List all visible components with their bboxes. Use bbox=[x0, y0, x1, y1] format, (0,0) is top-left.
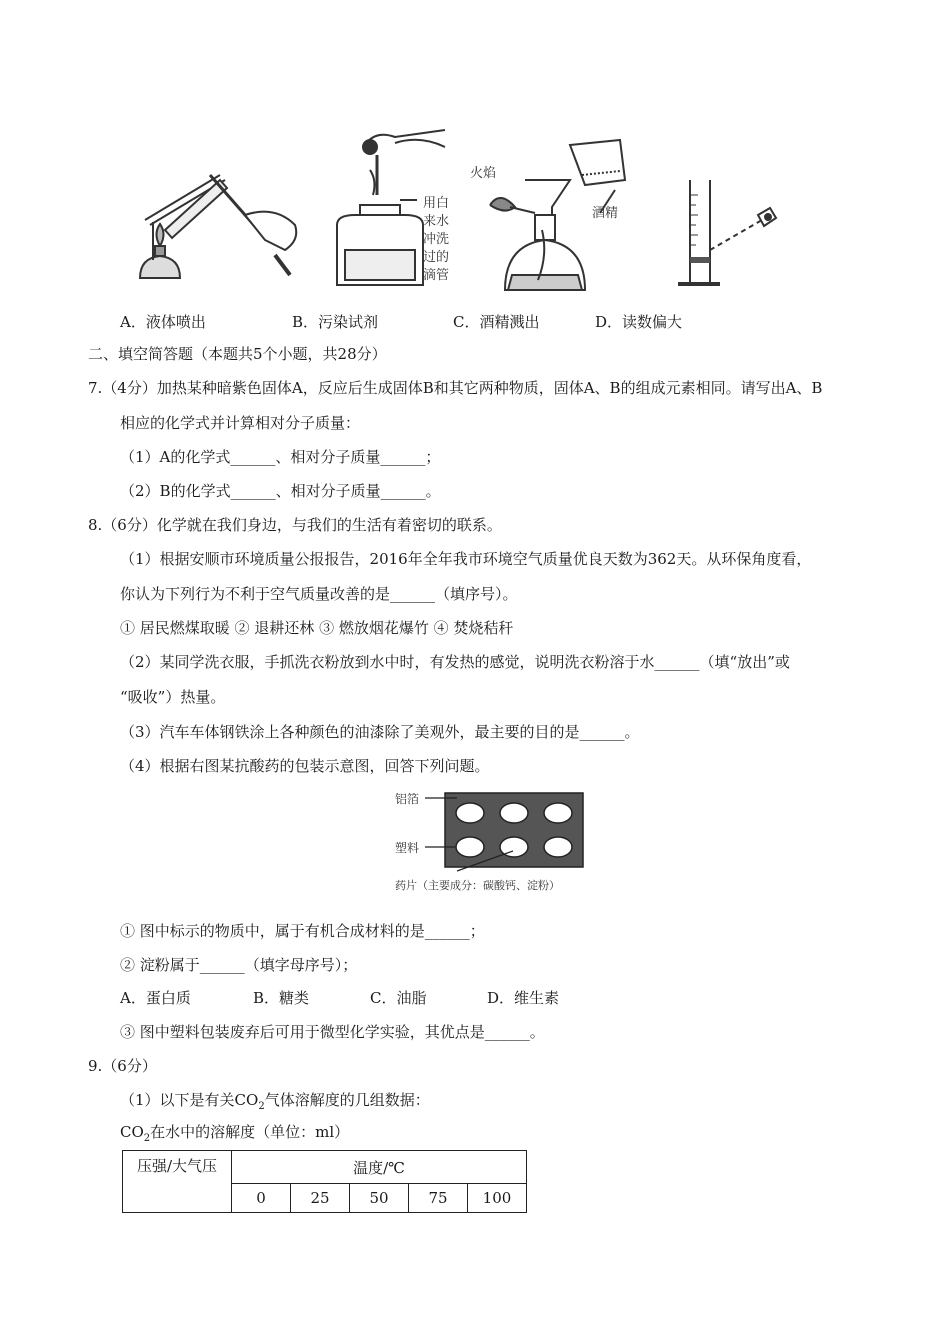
caption-a: A．液体喷出 bbox=[120, 313, 206, 331]
table-cell: 50 bbox=[350, 1184, 409, 1213]
q8-part4-q3: ③ 图中塑料包装废弃后可用于微型化学实验，其优点是______。 bbox=[120, 1023, 545, 1041]
table-cell: 100 bbox=[468, 1184, 527, 1213]
pack-label-plastic: 塑料 bbox=[395, 841, 420, 855]
q8-part4: （4）根据右图某抗酸药的包装示意图，回答下列问题。 bbox=[120, 757, 490, 775]
figure-c-alcohol-label: 酒精 bbox=[592, 206, 619, 221]
figure-b-label-line-2: 来水 bbox=[423, 214, 450, 229]
section-heading: 二、填空简答题（本题共5个小题，共28分） bbox=[88, 345, 387, 363]
figure-b-dropper-bottle bbox=[325, 125, 455, 290]
pill-blister bbox=[500, 803, 528, 823]
choice-a: A．蛋白质 bbox=[120, 989, 191, 1007]
antacid-pack-diagram bbox=[385, 783, 600, 898]
table-cell: 0 bbox=[232, 1184, 291, 1213]
caption-c: C．酒精溅出 bbox=[453, 313, 540, 331]
table-corner-cell: 压强/大气压 bbox=[123, 1151, 232, 1213]
q8-part2-line-1: （2）某同学洗衣服，手抓洗衣粉放到水中时，有发热的感觉，说明洗衣粉溶于水______（填“放出”或 bbox=[120, 653, 790, 671]
table-title bbox=[120, 1122, 349, 1149]
q8-part4-q2: ② 淀粉属于______（填字母序号）； bbox=[120, 956, 358, 974]
q9-stem: 9.（6分） bbox=[88, 1057, 157, 1075]
q8-part3: （3）汽车车体钢铁涂上各种颜色的油漆除了美观外，最主要的目的是______。 bbox=[120, 723, 640, 741]
table-temp-header: 温度/℃ bbox=[232, 1151, 527, 1184]
figure-d-graduated-cylinder bbox=[670, 170, 790, 295]
q8-part1-options: ① 居民燃煤取暖 ② 退耕还林 ③ 燃放烟花爆竹 ④ 焚烧秸秆 bbox=[120, 619, 514, 637]
q7-sub-1: （1）A的化学式______、相对分子质量______； bbox=[120, 448, 441, 466]
figure-b-label-line-1: 用白 bbox=[423, 196, 450, 211]
choice-d: D．维生素 bbox=[487, 989, 560, 1007]
q8-part1-line-2: 你认为下列行为不利于空气质量改善的是______（填序号）。 bbox=[120, 585, 518, 603]
figure-b-label-line-3: 冲洗 bbox=[423, 232, 450, 247]
pill-blister bbox=[544, 837, 572, 857]
pack-label-foil: 铝箔 bbox=[395, 792, 420, 806]
table-cell: 25 bbox=[291, 1184, 350, 1213]
q8-part2-line-2: “吸收”）热量。 bbox=[120, 688, 226, 706]
q8-stem: 8.（6分）化学就在我们身边，与我们的生活有着密切的联系。 bbox=[88, 516, 502, 534]
pill-blister bbox=[456, 837, 484, 857]
q9-part1-subscript: 2 bbox=[258, 1101, 265, 1112]
q7-stem-line-2: 相应的化学式并计算相对分子质量： bbox=[120, 414, 361, 432]
figure-a-heating-test-tube bbox=[125, 160, 305, 295]
figure-c-alcohol-lamp bbox=[470, 135, 645, 295]
figure-b-label-line-4: 过的 bbox=[423, 250, 450, 265]
q7-stem-line-1: 7.（4分）加热某种暗紫色固体A，反应后生成固体B和其它两种物质，固体A、B的组成元素相同。请写出A、B bbox=[88, 379, 823, 397]
caption-d: D．读数偏大 bbox=[595, 313, 683, 331]
table-cell: 75 bbox=[409, 1184, 468, 1213]
q9-part1-post: 气体溶解度的几组数据： bbox=[264, 1091, 430, 1109]
figure-c-flame-label: 火焰 bbox=[470, 166, 497, 181]
caption-b: B．污染试剂 bbox=[292, 313, 379, 331]
table-title-post: 在水中的溶解度（单位：ml） bbox=[150, 1123, 350, 1141]
figure-b-label-line-5: 滴管 bbox=[423, 268, 450, 283]
table-title-subscript: 2 bbox=[143, 1133, 151, 1144]
choice-c: C．油脂 bbox=[370, 989, 427, 1007]
q8-part4-q1: ① 图中标示的物质中，属于有机合成材料的是______； bbox=[120, 922, 485, 940]
pill-blister bbox=[456, 803, 484, 823]
q9-part1-pre: （1）以下是有关CO bbox=[120, 1091, 259, 1109]
q8-part1-line-1: （1）根据安顺市环境质量公报报告，2016年全年我市环境空气质量优良天数为362天。从环保角度看， bbox=[120, 550, 812, 568]
solubility-table bbox=[122, 1150, 527, 1213]
pack-caption: 药片（主要成分：碳酸钙、淀粉） bbox=[395, 879, 560, 892]
q7-sub-2: （2）B的化学式______、相对分子质量______。 bbox=[120, 482, 441, 500]
q9-part1 bbox=[120, 1090, 430, 1117]
pill-blister bbox=[544, 803, 572, 823]
table-header-row bbox=[123, 1151, 527, 1184]
choice-b: B．糖类 bbox=[253, 989, 310, 1007]
table-title-pre: CO bbox=[120, 1123, 144, 1141]
